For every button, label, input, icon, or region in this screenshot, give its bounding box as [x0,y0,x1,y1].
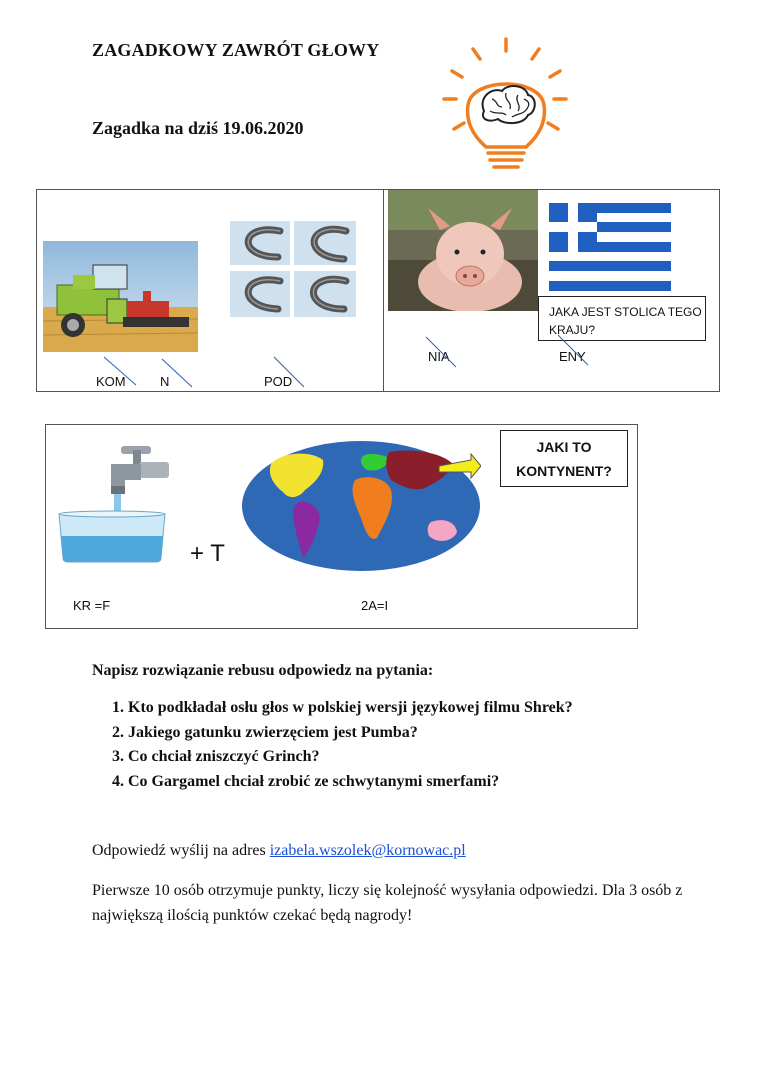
label-kr-f: KR =F [73,598,111,613]
questions-list [92,696,728,794]
label-eny: ENY [559,349,586,364]
capital-question-line-1: JAKA JEST STOLICA TEGO [549,305,702,319]
label-nia: NIA [428,349,450,364]
question-item: 2. Jakiego gatunku zwierzęciem jest Pumba? [128,721,728,746]
strike-nia [426,337,456,367]
send-answer-text: Odpowiedź wyślij na adres [92,842,270,859]
question-item: 4. Co Gargamel chciał zrobić ze schwytanymi smerfami? [128,770,728,795]
question-item: 3. Co chciał zniszczyć Grinch? [128,745,728,770]
strike-kom [104,357,136,385]
label-pod: POD [264,374,293,389]
lightbulb-brain-icon [440,35,570,180]
letter-strikes-overlay [36,189,720,392]
strike-pod [274,357,304,387]
label-n: N [160,374,170,389]
capital-question-line-2: KRAJU? [549,323,596,337]
page-subtitle: Zagadka na dziś 19.06.2020 [92,118,304,138]
continent-question-callout [500,430,628,487]
email-link[interactable]: izabela.wszolek@kornowac.pl [269,842,466,859]
rules-paragraph: Pierwsze 10 osób otrzymuje punkty, liczy się kolejność wysyłania odpowiedzi. Dla 3 osób z największą ilością punktów czekać będą nagrody! [92,882,683,924]
questions-intro: Napisz rozwiązanie rebusu odpowiedz na pytania: [92,662,434,679]
label-2a-i: 2A=I [361,598,389,613]
plus-t-text: + T [190,540,225,567]
strike-eny [558,335,588,365]
label-kom: KOM [96,374,126,389]
world-map-image [241,440,481,572]
page-title: ZAGADKOWY ZAWRÓT GŁOWY [92,40,380,60]
continent-question-line-1: JAKI TO [536,439,592,455]
strike-n [162,359,192,387]
question-item: 1. Kto podkładał osłu głos w polskiej wersji językowej filmu Shrek? [128,696,728,721]
continent-question-line-2: KONTYNENT? [516,463,612,479]
send-answer-paragraph [92,842,466,860]
water-tap-basin-image [55,440,170,564]
